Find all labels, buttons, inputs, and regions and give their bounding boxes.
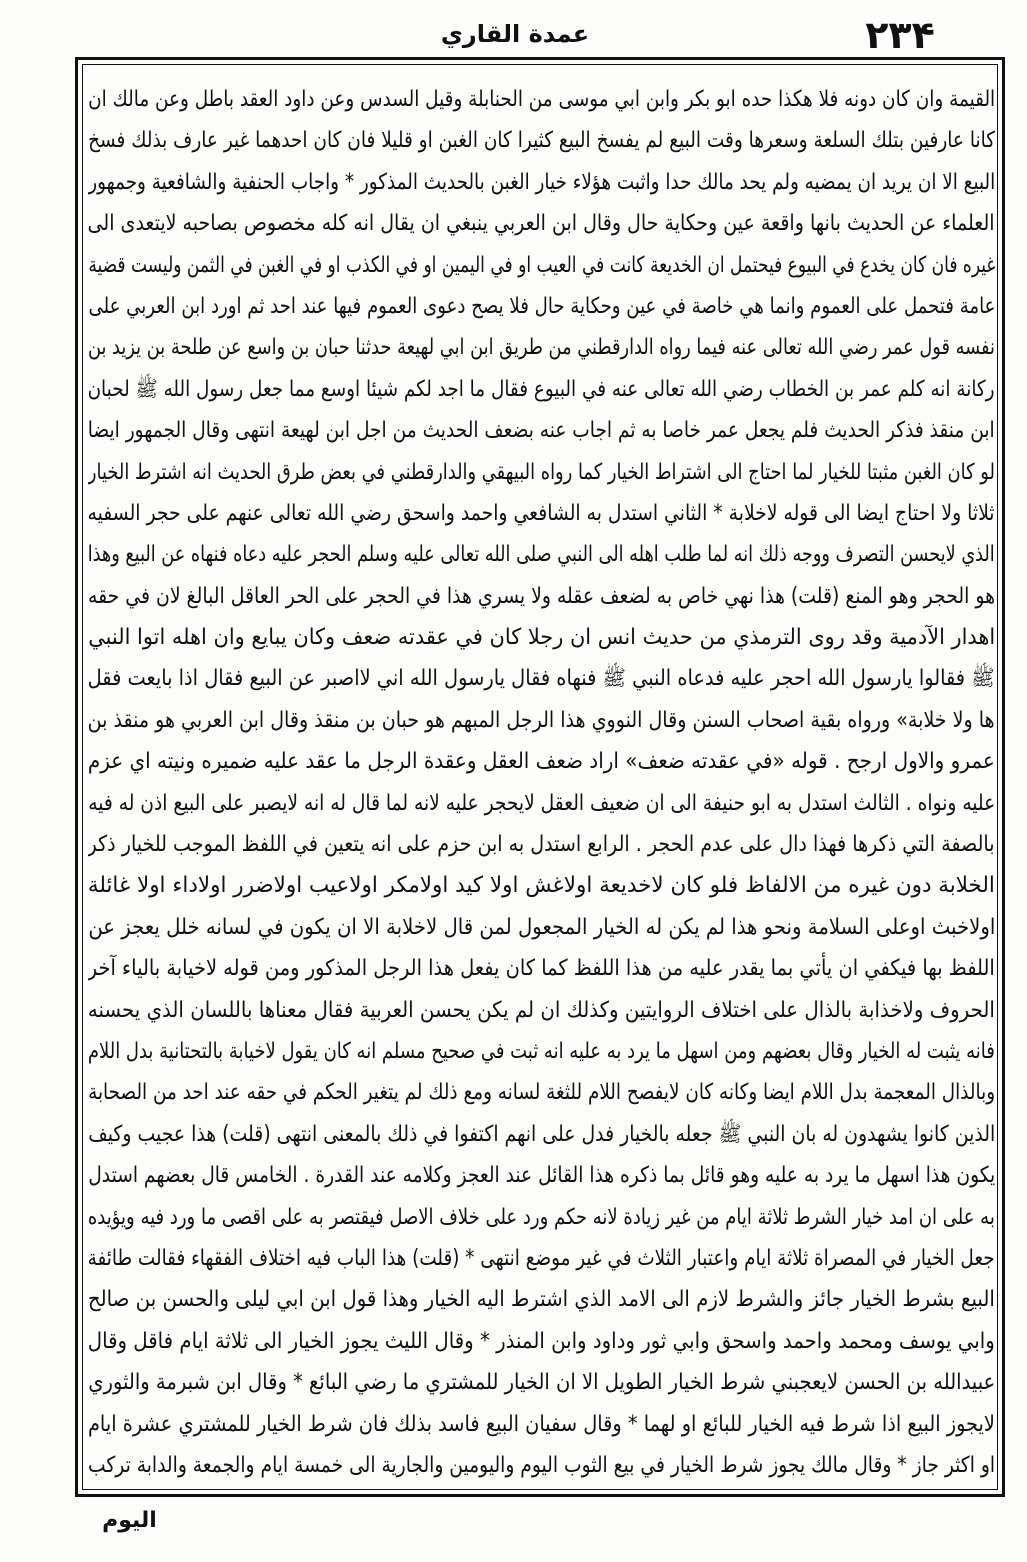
text-line-row	[88, 824, 995, 865]
text-line-row	[88, 1445, 995, 1486]
main-text	[88, 79, 995, 1486]
text-line-row	[88, 783, 995, 824]
text-line: لايجوز البيع اذا شرط فيه الخيار للبائع او لهما * وقال سفيان البيع فاسد بذلك فان شرط الخيار للمشتري عشرة ايام	[88, 1411, 995, 1437]
text-line: عامة فتحمل على العموم وانما هي خاصة في عين وحكاية حال فلا يصح دعوى العموم فيها عند احد ثم اورد ابن العربي على	[88, 293, 995, 319]
text-line: عمرو والاول ارجح . قوله «في عقدته ضعف» اراد ضعف العقل وعقدة الرجل ما عقد عليه ضميره ونيته اي عزم	[88, 749, 995, 775]
text-line: نفسه قول عمر رضي الله تعالى عنه فيما رواه الدارقطني من طريق ابن ابي لهيعة حدثنا حبان بن واسع عن طلحة بن يزيد بن	[88, 335, 995, 361]
text-line-row	[88, 948, 995, 989]
text-line-row	[88, 1404, 995, 1445]
text-line-row	[88, 1155, 995, 1196]
text-line-row	[88, 162, 995, 203]
text-line: جعل الخيار في المصراة ثلاثة ايام واعتبار الثلاث في غير موضع انتهى * (قلت) هذا الباب فيه اختلاف الفقهاء فقالت طائفة	[88, 1245, 995, 1271]
text-line: الحروف ولاخذابة بالذال على اختلاف الروايتين وكذلك ان لم يكن يحسن العربية فقال معناها باللسان الذي يحسنه	[88, 997, 995, 1023]
text-line: عليه ونواه . الثالث استدل به ابو حنيفة الى ان ضعيف العقل لايحجر عليه لانه لما قال له انه لايصبر على البيع اذن له فيه	[88, 790, 995, 816]
text-line: بالصفة التي ذكرها فهذا دال على عدم الحجر . الرابع استدل به ابن حزم على انه يتعين في اللفظ الموجب للخيار ذكر	[88, 832, 995, 858]
text-line-row	[88, 741, 995, 782]
text-line-row	[88, 203, 995, 244]
text-line-row	[88, 286, 995, 327]
text-line: البيع بشرط الخيار جائز والشرط لازم الى الامد الذي اشترط اليه الخيار وهذا قول ابن ابي ليلى والحسن بن صالح	[88, 1287, 995, 1313]
text-line-row	[88, 1321, 995, 1362]
text-line: يكون هذا اسهل ما يرد به عليه وهو قائل بما ذكره هذا القائل عند العجز وكلامه عند القدرة . الخامس قال بعضهم استدل	[88, 1163, 995, 1189]
text-line: كانا عارفين بتلك السلعة وسعرها وقت البيع لم يفسخ البيع كثيرا كان الغبن او قليلا فان كان احدهما غير عارف بذلك فسخ	[88, 128, 995, 154]
text-line-row	[88, 120, 995, 161]
text-line: اولاخبث اوعلى السلامة ونحو هذا لم يكن له الخيار المجعول لمن قال لاخلابة الا ان يكون في لسانه خلل يعجز عن	[88, 914, 995, 940]
text-line-row	[88, 1072, 995, 1113]
text-line: اهدار الآدمية وقد روى الترمذي من حديث انس ان رجلا كان في عقدته ضعف وكان يبايع وان اهله اتوا النبي	[88, 625, 995, 651]
text-line: ابن منقذ فذكر الحديث فلم يجعل عمر خاصا به ثم اجاب عنه بضعف الحديث من اجل ابن لهيعة انتهى وقال الجمهور ايضا	[88, 418, 995, 444]
text-line: العلماء عن الحديث بانها واقعة عين وحكاية حال وقال ابن العربي ينبغي ان يقال انه كله مخصوص بصاحبه لايتعدى الى	[88, 211, 995, 237]
text-line: الخلابة دون غيره من الالفاظ فلو كان لاخديعة اولاغش اولا كيد اولامكر اولاعيب اولاضرر اولاداء اولا غائلة	[88, 873, 995, 899]
text-line-row	[88, 452, 995, 493]
page-number: ۲۳۴	[865, 13, 935, 57]
text-line-row	[88, 1238, 995, 1279]
text-line-row	[88, 534, 995, 575]
text-line-row	[88, 1197, 995, 1238]
running-title: عمدة القاري	[440, 20, 590, 48]
text-line-row	[88, 700, 995, 741]
text-line-row	[88, 658, 995, 699]
catchword: اليوم	[102, 1508, 157, 1533]
text-line: غيره فان كان يخدع في البيوع فيحتمل ان الخديعة كانت في العيب او في اليمين او في الكذب او في الغبن في الثمن وليست قضية	[88, 252, 995, 278]
text-line: عبيدالله بن الحسن لايعجبني شرط الخيار الطويل الا ان الخيار للمشتري ما رضي البائع * وقال ابن شبرمة والثوري	[88, 1370, 995, 1396]
text-line-row	[88, 576, 995, 617]
text-line-row	[88, 1031, 995, 1072]
text-line-row	[88, 990, 995, 1031]
text-line: ﷺ فقالوا يارسول الله احجر عليه فدعاه النبي ﷺ فنهاه فقال يارسول الله اني لااصبر عن البيع فقال اذا بايعت فقل	[88, 666, 995, 692]
text-line-row	[88, 245, 995, 286]
text-line: اللفظ بها فيكفي ان يأتي بما يقدر عليه من هذا اللفظ كما كان يفعل هذا الرجل المذكور ومن قوله لاخيابة بالياء آخر	[88, 956, 995, 982]
text-line-row	[88, 327, 995, 368]
text-line: ركانة انه كلم عمر بن الخطاب رضي الله تعالى عنه في البيوع فقال ما اجد لكم شيئا اوسع مما جعل رسول الله ﷺ لحبان	[88, 376, 995, 402]
text-line: ها ولا خلابة» ورواه بقية اصحاب السنن وقال النووي هذا الرجل المبهم هو حبان بن منقذ وقال ابن العربي هو منقذ بن	[88, 707, 995, 733]
text-line-row	[88, 1114, 995, 1155]
text-line: فانه يثبت له الخيار وقال بعضهم ومن اسهل ما يرد به عليه انه ثبت في صحيح مسلم انه كان يقول لاخيابة بالتحتانية بدل اللام	[88, 1038, 995, 1064]
text-line: وابي يوسف ومحمد واحمد واسحق وابي ثور وداود وابن المنذر * وقال الليث يجوز الخيار الى ثلاثة ايام فاقل وقال	[88, 1328, 995, 1354]
text-line-row	[88, 865, 995, 906]
text-line: القيمة وان كان دونه فلا هكذا حده ابو بكر وابن ابي موسى من الحنابلة وقيل السدس وعن داود العقد باطل وعن مالك ان	[88, 87, 995, 112]
text-line-row	[88, 1279, 995, 1320]
text-line-row	[88, 907, 995, 948]
text-line: به على ان امد خيار الشرط ثلاثة ايام من غير زيادة لانه حكم ورد على خلاف الاصل فيقتصر به على اقصى ما ورد فيه ويؤيده	[88, 1204, 995, 1230]
text-line-row	[88, 1362, 995, 1403]
text-line: الذين كانوا يشهدون له بان النبي ﷺ جعله بالخيار فدل على انهم اكتفوا في ذلك بالمعنى انتهى (قلت) هذا عجيب وكيف	[88, 1121, 995, 1147]
text-line-row	[88, 79, 995, 120]
text-line: وبالذال المعجمة بدل اللام ايضا وكانه كان لايفصح اللام للثغة لسانه ومع ذلك لم يتغير الحكم في حقه عند احد من الصحابة	[88, 1080, 995, 1106]
text-line: الذي لايحسن التصرف ووجه ذلك انه لما طلب اهله الى النبي صلى الله تعالى عليه وسلم الحجر عليه دعاه فنهاه عن البيع وهذا	[88, 542, 995, 568]
text-line-row	[88, 369, 995, 410]
text-line-row	[88, 617, 995, 658]
text-line-row	[88, 493, 995, 534]
text-line: او اكثر جاز * وقال مالك يجوز شرط الخيار في بيع الثوب اليوم واليومين والجارية الى خمسة ايام والجمعة والدابة تركب	[88, 1452, 995, 1478]
text-line: لو كان الغبن مثبتا للخيار لما احتاج الى اشتراط الخيار كما رواه البيهقي والدارقطني في بعض طرق الحديث انه اشترط الخيار	[88, 459, 995, 485]
text-line-row	[88, 410, 995, 451]
text-line: هو الحجر وهو المنع (قلت) هذا نهي خاص به لضعف عقله ولا يسري هذا في الحجر على الحر العاقل البالغ لان في حقه	[88, 583, 995, 609]
text-line: البيع الا ان يريد ان يمضيه ولم يحد مالك حدا واثبت هؤلاء خيار الغبن بالحديث المذكور * واجاب الحنفية والشافعية وجمهور	[88, 169, 995, 195]
text-line: ثلاثا ولا احتاج ايضا الى قوله لاخلابة * الثاني استدل به الشافعي واحمد واسحق رضي الله تعالى عنهم على حجر السفيه	[88, 500, 995, 526]
